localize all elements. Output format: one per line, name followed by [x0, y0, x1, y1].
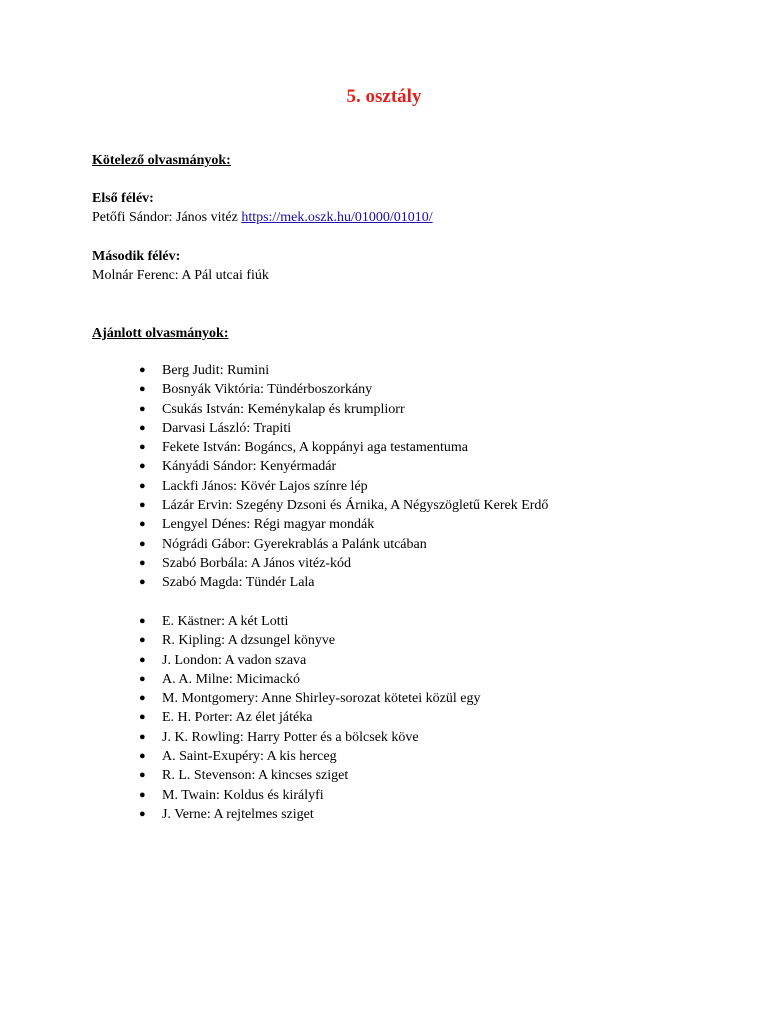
first-semester-text: Petőfi Sándor: János vitéz	[92, 210, 238, 225]
bullet-icon: ●	[139, 807, 146, 820]
list-item-text: E. Kästner: A két Lotti	[162, 614, 289, 629]
bullet-icon: ●	[139, 730, 146, 743]
list-item	[0, 419, 548, 438]
bullet-icon: ●	[139, 537, 146, 550]
list-item-text: R. L. Stevenson: A kincses sziget	[162, 768, 349, 784]
bullet-icon: ●	[139, 634, 146, 647]
list-item	[0, 786, 480, 805]
list-item-text: Lackfi János: Kövér Lajos színre lép	[162, 478, 368, 494]
bullet-icon: ●	[139, 576, 146, 589]
bullet-icon: ●	[139, 615, 146, 627]
list-item-text: Fekete István: Bogáncs, A koppányi aga testamentuma	[162, 440, 468, 456]
first-semester-link[interactable]: https://mek.oszk.hu/01000/01010/	[241, 210, 433, 225]
bullet-icon: ●	[139, 788, 146, 801]
first-semester-heading: Első félév:	[92, 191, 154, 206]
list-item	[0, 457, 548, 476]
list-item-text: M. Montgomery: Anne Shirley-sorozat kötetei közül egy	[162, 691, 481, 707]
list-item	[0, 573, 548, 592]
list-item	[0, 515, 548, 534]
list-item-text: A. Saint-Exupéry: A kis herceg	[162, 749, 337, 765]
bullet-icon: ●	[139, 692, 146, 705]
bullet-icon: ●	[139, 402, 146, 415]
bullet-icon: ●	[139, 364, 146, 376]
list-item	[0, 805, 480, 824]
bullet-icon: ●	[139, 518, 146, 531]
list-item-text: Bosnyák Viktória: Tündérboszorkány	[162, 382, 373, 398]
list-item-text: J. K. Rowling: Harry Potter és a bölcsek köve	[162, 729, 419, 745]
list-item	[0, 477, 548, 496]
list-item-text: J. Verne: A rejtelmes sziget	[162, 806, 314, 822]
second-semester-heading: Második félév:	[92, 249, 181, 264]
list-item-text: R. Kipling: A dzsungel könyve	[162, 633, 336, 649]
list-item	[0, 631, 480, 650]
list-item	[0, 380, 548, 399]
list-item-text: Darvasi László: Trapiti	[162, 420, 292, 436]
bullet-icon: ●	[139, 556, 146, 569]
bullet-icon: ●	[139, 421, 146, 434]
list-item-text: E. H. Porter: Az élet játéka	[162, 710, 313, 726]
bullet-icon: ●	[139, 383, 146, 396]
bullet-icon: ●	[139, 441, 146, 454]
bullet-icon: ●	[139, 653, 146, 666]
bullet-icon: ●	[139, 769, 146, 782]
list-item-text: A. A. Milne: Micimackó	[162, 671, 301, 687]
list-item-text: Szabó Borbála: A János vitéz-kód	[162, 555, 351, 571]
list-item	[0, 361, 548, 380]
list-item-text: Berg Judit: Rumini	[162, 363, 270, 378]
list-item	[0, 612, 480, 631]
foreign-reading-list	[0, 612, 480, 824]
list-item	[0, 670, 480, 689]
bullet-icon: ●	[139, 672, 146, 685]
list-item	[0, 689, 480, 708]
list-item-text: Csukás István: Keménykalap és krumpliorr	[162, 401, 405, 417]
list-item	[0, 651, 480, 670]
list-item	[0, 554, 548, 573]
list-item-text: J. London: A vadon szava	[162, 652, 307, 668]
bullet-icon: ●	[139, 479, 146, 492]
list-item	[0, 438, 548, 457]
hungarian-reading-list	[0, 361, 548, 593]
bullet-icon: ●	[139, 499, 146, 512]
list-item	[0, 535, 548, 554]
list-item	[0, 496, 548, 515]
recommended-heading: Ajánlott olvasmányok:	[92, 326, 229, 341]
list-item-text: Lázár Ervin: Szegény Dzsoni és Árnika, A Négyszögletű Kerek Erdő	[162, 498, 549, 514]
list-item-text: M. Twain: Koldus és királyfi	[162, 787, 324, 803]
second-semester-text: Molnár Ferenc: A Pál utcai fiúk	[92, 268, 269, 283]
mandatory-heading: Kötelező olvasmányok:	[92, 153, 231, 168]
list-item	[0, 747, 480, 766]
list-item-text: Lengyel Dénes: Régi magyar mondák	[162, 517, 375, 533]
list-item	[0, 728, 480, 747]
bullet-icon: ●	[139, 750, 146, 763]
page-title: 5. osztály	[346, 86, 422, 107]
bullet-icon: ●	[139, 711, 146, 724]
list-item-text: Nógrádi Gábor: Gyerekrablás a Palánk utcában	[162, 536, 427, 552]
list-item	[0, 708, 480, 727]
list-item-text: Szabó Magda: Tündér Lala	[162, 575, 315, 591]
bullet-icon: ●	[139, 460, 146, 473]
first-semester-line	[92, 208, 433, 227]
list-item	[0, 766, 480, 785]
list-item	[0, 400, 548, 419]
list-item-text: Kányádi Sándor: Kenyérmadár	[162, 459, 337, 475]
